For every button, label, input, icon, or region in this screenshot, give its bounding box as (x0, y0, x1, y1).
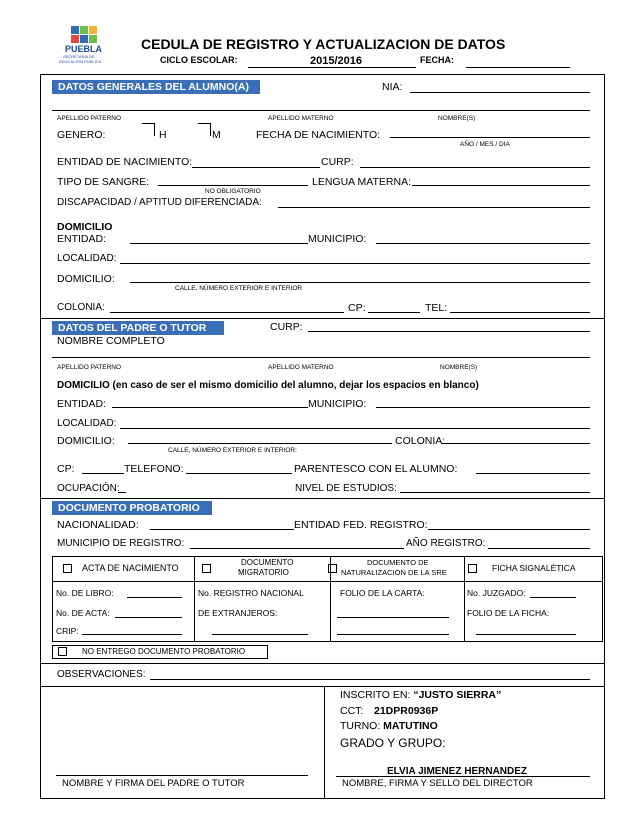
entidad-nac-label: ENTIDAD DE NACIMIENTO: (57, 156, 193, 168)
cp-line[interactable] (368, 312, 420, 313)
fecha-line[interactable] (466, 67, 570, 68)
padre-nombre-line[interactable] (52, 357, 590, 358)
firma-padre-label: NOMBRE Y FIRMA DEL PADRE O TUTOR (62, 778, 245, 789)
no-juzgado-label: No. JUZGADO: (467, 588, 526, 598)
lengua-label: LENGUA MATERNA: (312, 176, 411, 188)
section-documento-header: DOCUMENTO PROBATORIO (52, 501, 212, 515)
folio-carta-line-2[interactable] (337, 634, 449, 635)
cct-value: 21DPR0936P (374, 705, 439, 717)
doc-naturalizacion-checkbox[interactable] (328, 564, 337, 573)
firma-director-label: NOMBRE, FIRMA Y SELLO DEL DIRECTOR (342, 778, 533, 789)
padre-nombres-hint: NOMBRE(S) (440, 364, 478, 371)
curp-line[interactable] (360, 167, 590, 168)
padre-telefono-label: TELEFONO: (124, 463, 184, 475)
grado-label: GRADO Y GRUPO: (340, 736, 446, 750)
nacionalidad-line[interactable] (150, 529, 294, 530)
inscrito-value: “JUSTO SIERRA” (413, 689, 502, 701)
no-juzgado-line[interactable] (530, 597, 576, 598)
no-obligatorio-hint: NO OBLIGATORIO (205, 188, 261, 195)
nivel-line[interactable] (400, 492, 590, 493)
ciclo-label: CICLO ESCOLAR: (160, 55, 238, 65)
nia-line[interactable] (410, 92, 590, 93)
nia-label: NIA: (382, 81, 403, 93)
tel-line[interactable] (450, 312, 590, 313)
discapacidad-label: DISCAPACIDAD / APTITUD DIFERENCIADA: (57, 197, 262, 208)
colonia-line[interactable] (110, 312, 344, 313)
firma-director-line[interactable] (336, 776, 590, 777)
anio-reg-label: AÑO REGISTRO: (406, 538, 486, 549)
nacionalidad-label: NACIONALIDAD: (57, 519, 139, 531)
municipio-reg-label: MUNICIPIO DE REGISTRO: (57, 538, 185, 549)
nombres-hint: NOMBRE(S) (438, 115, 476, 122)
grid-divider-1 (194, 556, 195, 642)
section-padre-header: DATOS DEL PADRE O TUTOR (52, 321, 224, 335)
tipo-sangre-line[interactable] (158, 185, 308, 186)
genero-m-checkbox[interactable] (198, 123, 211, 136)
genero-label: GENERO: (57, 129, 106, 141)
inscrito-label-text: INSCRITO EN: (340, 689, 414, 701)
no-entrego-label: NO ENTREGO DOCUMENTO PROBATORIO (82, 647, 246, 656)
genero-h-label: H (159, 129, 167, 141)
lengua-line[interactable] (412, 185, 590, 186)
observaciones-label: OBSERVACIONES: (57, 669, 146, 680)
section-divider-2 (40, 498, 605, 499)
doc-naturalizacion-label-1: DOCUMENTO DE (367, 558, 429, 567)
doc-migratorio-label-2: MIGRATORIO (238, 568, 289, 577)
entidad-fed-label: ENTIDAD FED. REGISTRO: (294, 519, 428, 531)
fecha-format-hint: AÑO / MES / DIA (460, 141, 510, 148)
firma-padre-line[interactable] (56, 775, 308, 776)
section-divider-1 (40, 318, 605, 319)
folio-ficha-label: FOLIO DE LA FICHA: (467, 608, 550, 618)
domicilio-label: DOMICILIO: (57, 273, 115, 285)
nivel-label: NIVEL DE ESTUDIOS: (295, 483, 397, 494)
acta-checkbox[interactable] (63, 564, 72, 573)
anio-reg-line[interactable] (488, 548, 590, 549)
genero-m-label: M (212, 129, 221, 141)
doc-naturalizacion-label-2: NATURALIZACION DE LA SRE (341, 568, 447, 577)
ciclo-line[interactable] (248, 67, 416, 68)
logo-subtext: SECRETARÍA DE (63, 54, 95, 59)
logo-subtext-2: EDUCACIÓN PÚBLICA (59, 59, 102, 64)
cp-label: CP: (348, 302, 366, 314)
doc-migratorio-checkbox[interactable] (202, 564, 211, 573)
padre-apellido-materno-hint: APELLIDO MATERNO (268, 364, 334, 371)
logo-text: PUEBLA (65, 44, 103, 54)
fecha-nac-label: FECHA DE NACIMIENTO: (256, 129, 381, 141)
crip-label: CRIP: (56, 626, 79, 636)
ficha-label: FICHA SIGNALÉTICA (492, 563, 576, 573)
ocupacion-label: OCUPACIÓN: (57, 483, 120, 494)
no-acta-label: No. DE ACTA: (56, 608, 110, 618)
padre-municipio-label: MUNICIPIO: (308, 398, 367, 410)
padre-calle-hint: CALLE, NÚMERO EXTERIOR E INTERIOR: (168, 447, 297, 454)
calle-hint: CALLE, NÚMERO EXTERIOR E INTERIOR (175, 285, 303, 292)
acta-label: ACTA DE NACIMIENTO (82, 563, 179, 573)
doc-migratorio-label-1: DOCUMENTO (241, 558, 294, 567)
page-title: CEDULA DE REGISTRO Y ACTUALIZACION DE DATOS (141, 36, 506, 52)
fecha-nac-line[interactable] (390, 137, 590, 138)
parentesco-line[interactable] (476, 473, 590, 474)
director-name: ELVIA JIMENEZ HERNANDEZ (387, 766, 528, 777)
no-acta-line[interactable] (115, 617, 182, 618)
no-libro-line[interactable] (127, 597, 182, 598)
municipio-reg-line[interactable] (190, 548, 404, 549)
puebla-sep-logo (57, 24, 121, 64)
tel-label: TEL: (425, 302, 448, 314)
registro-line[interactable] (212, 634, 308, 635)
curp-label: CURP: (321, 156, 354, 168)
section-divider-4 (40, 686, 605, 687)
domicilio-line[interactable] (130, 282, 590, 283)
ficha-checkbox[interactable] (468, 564, 477, 573)
padre-localidad-label: LOCALIDAD: (57, 418, 117, 429)
no-libro-label: No. DE LIBRO: (56, 588, 114, 598)
padre-entidad-label: ENTIDAD: (57, 398, 107, 410)
observaciones-line[interactable] (150, 679, 590, 680)
folio-carta-line[interactable] (337, 617, 449, 618)
padre-municipio-line[interactable] (376, 407, 590, 408)
section-divider-3 (40, 663, 605, 664)
apellido-paterno-hint: APELLIDO PATERNO (57, 115, 122, 122)
padre-apellido-paterno-hint: APELLIDO PATERNO (57, 364, 122, 371)
nombre-alumno-line[interactable] (52, 110, 590, 111)
padre-domicilio-line[interactable] (128, 443, 392, 444)
entidad-nac-line[interactable] (192, 167, 320, 168)
turno-label (340, 720, 438, 732)
cct-label: CCT: (340, 705, 364, 717)
padre-cp-line[interactable] (82, 473, 124, 474)
turno-label-text: TURNO: (340, 720, 384, 732)
grid-header-line (52, 581, 603, 582)
footer-divider (324, 686, 325, 799)
entidad-label: ENTIDAD: (57, 233, 107, 245)
padre-curp-label: CURP: (270, 321, 303, 333)
turno-value: MATUTINO (383, 720, 438, 732)
section-alumno-header: DATOS GENERALES DEL ALUMNO(A) (52, 80, 260, 94)
entidad-fed-line[interactable] (428, 529, 590, 530)
padre-entidad-line[interactable] (112, 407, 308, 408)
no-registro-label: No. REGISTRO NACIONAL (198, 588, 304, 598)
padre-cp-label: CP: (57, 463, 75, 475)
padre-colonia-line[interactable] (442, 443, 590, 444)
padre-domicilio-label: DOMICILIO: (57, 435, 115, 447)
grid-divider-3 (464, 556, 465, 642)
entidad-line[interactable] (130, 243, 308, 244)
localidad-label: LOCALIDAD: (57, 253, 117, 264)
padre-curp-line[interactable] (308, 331, 590, 332)
colonia-label: COLONIA: (57, 302, 105, 313)
fecha-label: FECHA: (420, 55, 454, 65)
inscrito-label (340, 689, 501, 701)
extranjeros-label: DE EXTRANJEROS: (198, 608, 278, 618)
padre-localidad-line[interactable] (120, 428, 590, 429)
discapacidad-line[interactable] (278, 207, 590, 208)
parentesco-label: PARENTESCO CON EL ALUMNO: (294, 463, 458, 475)
folio-ficha-line[interactable] (476, 634, 576, 635)
padre-domicilio-note: DOMICILIO (en caso de ser el mismo domicilio del alumno, dejar los espacios en blanco) (57, 380, 479, 391)
no-entrego-checkbox[interactable] (58, 647, 67, 656)
nombre-completo-label: NOMBRE COMPLETO (57, 335, 165, 347)
localidad-line[interactable] (120, 263, 590, 264)
municipio-line[interactable] (376, 243, 590, 244)
crip-line[interactable] (82, 634, 182, 635)
municipio-label: MUNICIPIO: (308, 233, 367, 245)
genero-h-checkbox[interactable] (142, 123, 155, 136)
padre-colonia-label: COLONIA: (395, 435, 446, 447)
tipo-sangre-label: TIPO DE SANGRE: (57, 176, 150, 188)
apellido-materno-hint: APELLIDO MATERNO (268, 115, 334, 122)
ciclo-value: 2015/2016 (310, 55, 362, 67)
padre-telefono-line[interactable] (186, 473, 292, 474)
domicilio-title: DOMICILIO (57, 221, 113, 233)
ocupacion-line[interactable] (118, 492, 126, 493)
folio-carta-label: FOLIO DE LA CARTA: (340, 588, 425, 598)
